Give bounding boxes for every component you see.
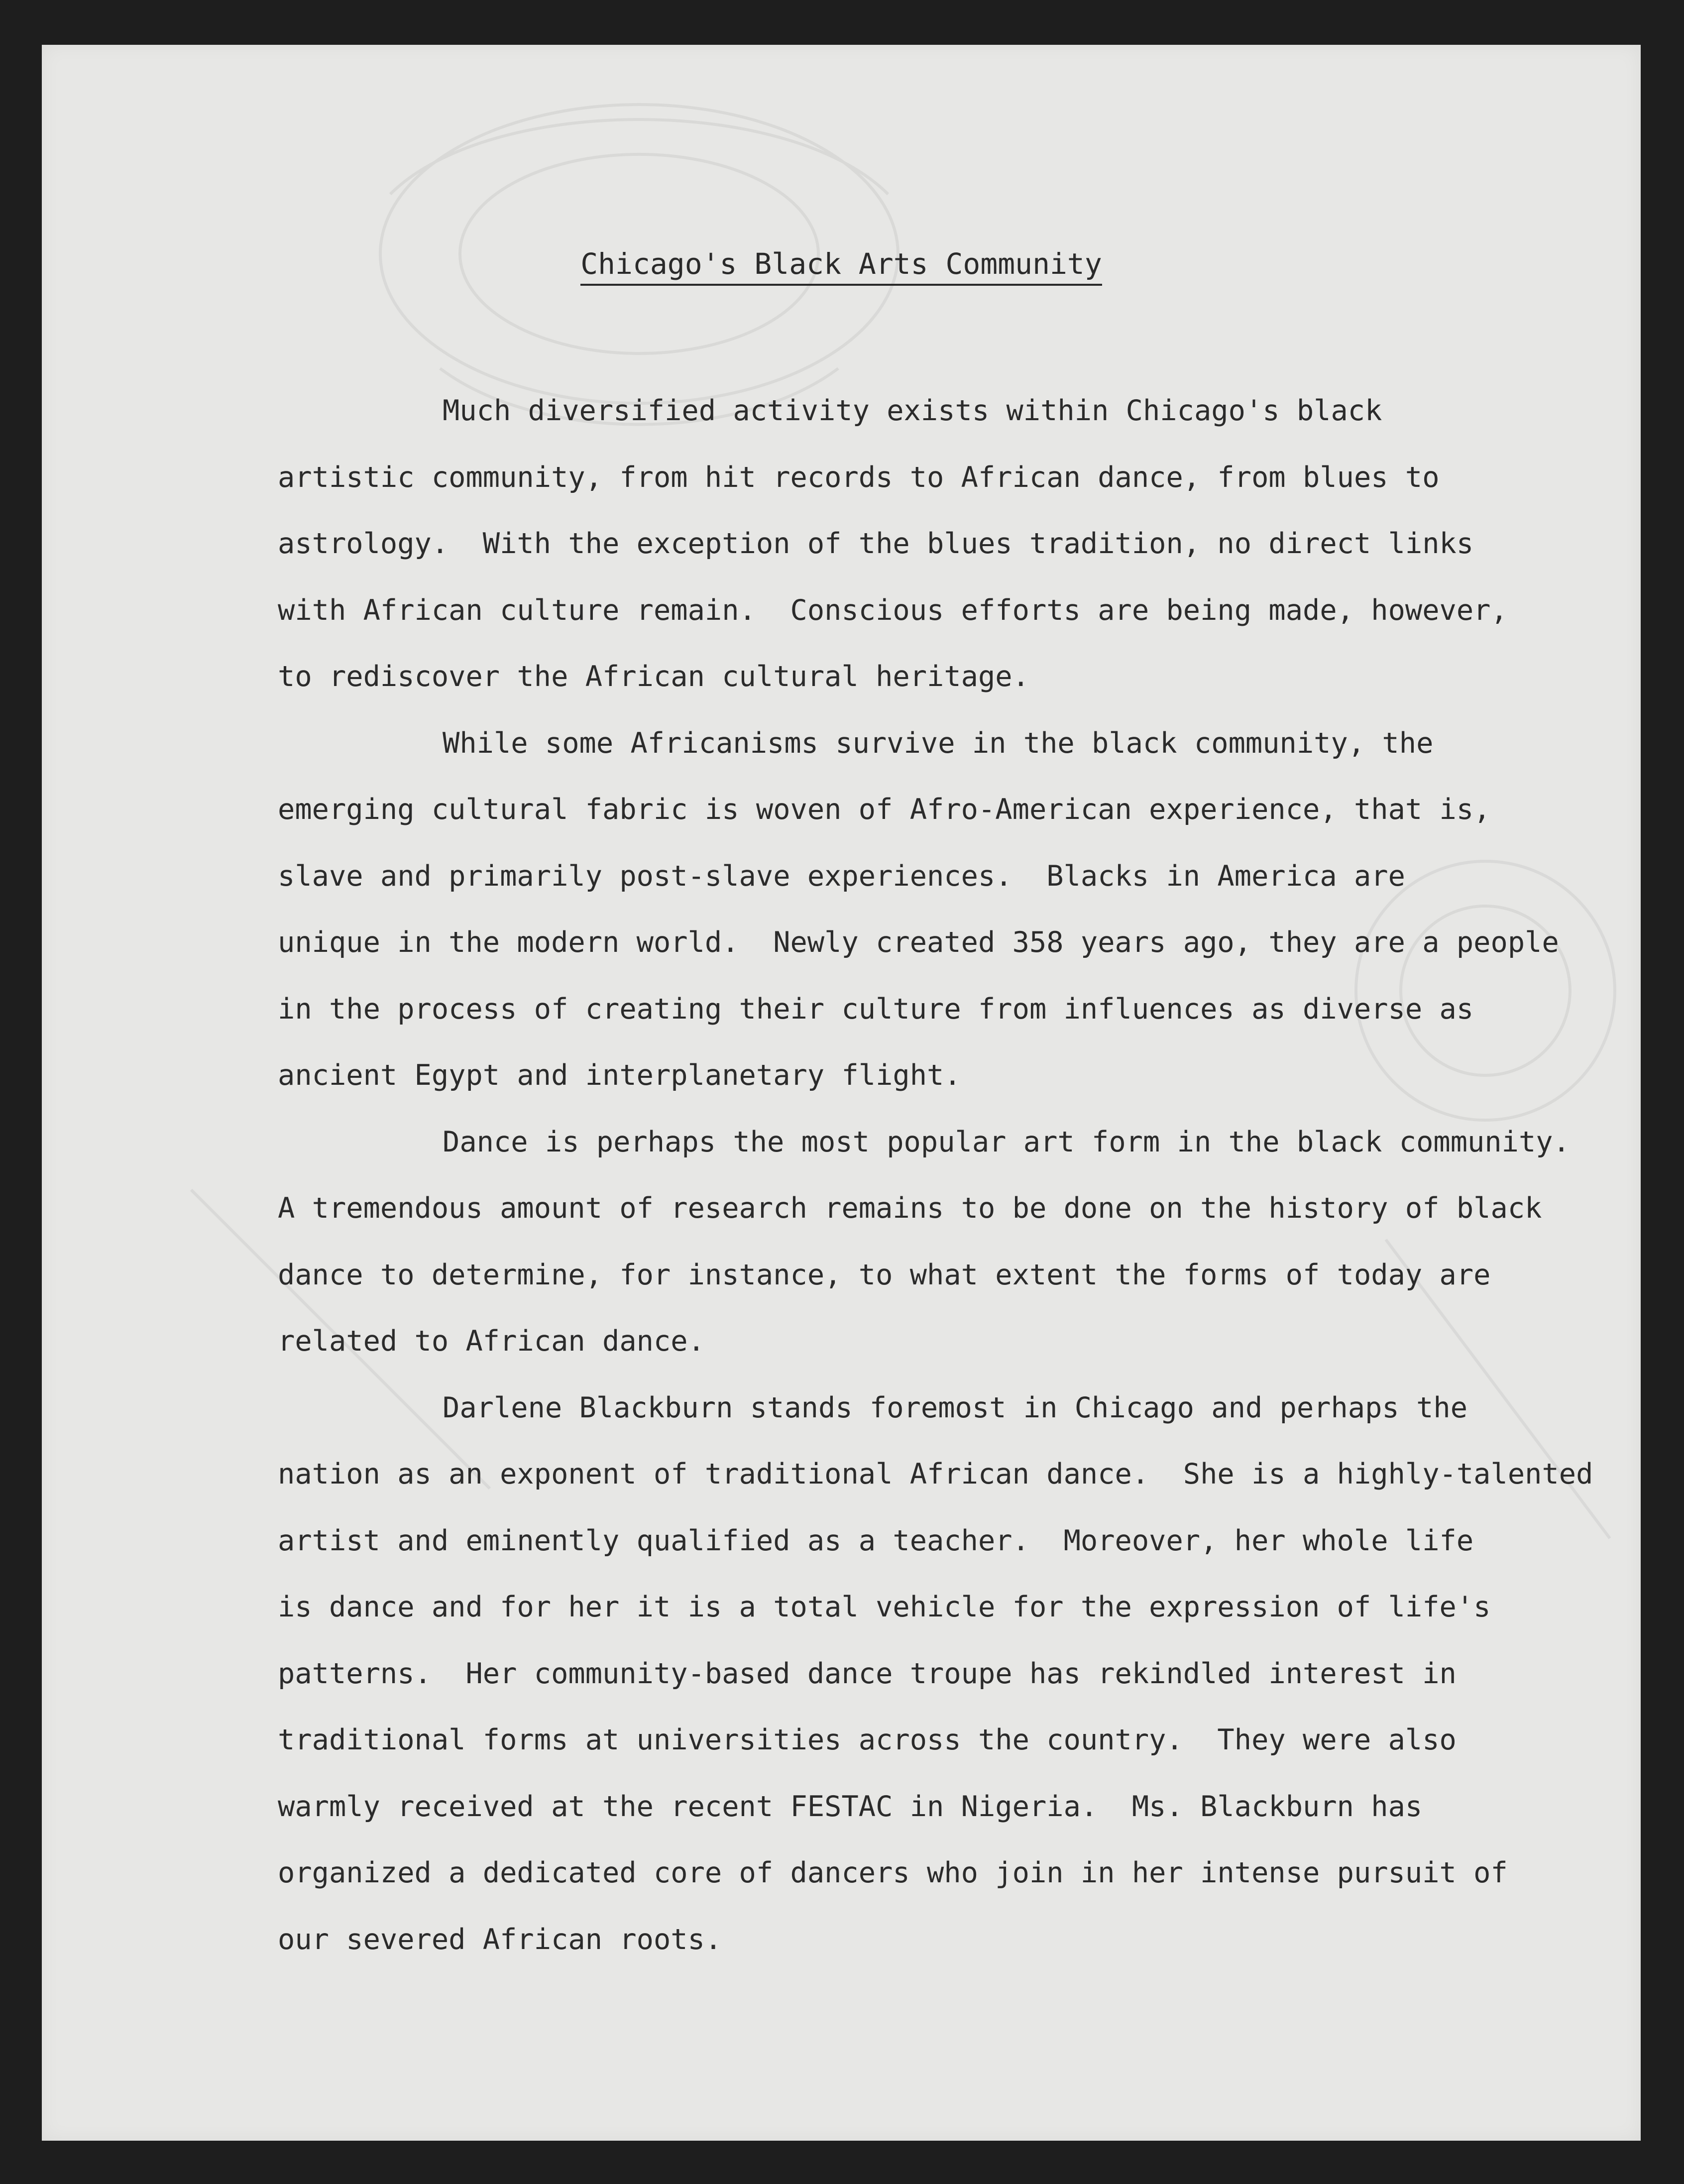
text-line: warmly received at the recent FESTAC in Nigeria. Ms. Blackburn has <box>278 1790 1423 1823</box>
text-line: Much diversified activity exists within Chicago's black <box>443 394 1382 427</box>
text-line: our severed African roots. <box>278 1923 722 1956</box>
text-line: to rediscover the African cultural heritage. <box>278 660 1029 693</box>
text-line: While some Africanisms survive in the black community, the <box>443 726 1434 760</box>
text-line: is dance and for her it is a total vehicle for the expression of life's <box>278 1591 1491 1623</box>
text-line: patterns. Her community-based dance troupe has rekindled interest in <box>278 1657 1457 1690</box>
text-line: slave and primarily post-slave experiences. Blacks in America are <box>278 859 1405 893</box>
text-line: with African culture remain. Conscious efforts are being made, however, <box>278 593 1508 627</box>
text-line: Dance is perhaps the most popular art form in the black community. <box>443 1125 1570 1158</box>
document-page <box>42 45 1641 2141</box>
text-line: ancient Egypt and interplanetary flight. <box>278 1059 961 1092</box>
text-line: artistic community, from hit records to African dance, from blues to <box>278 460 1440 494</box>
text-line: related to African dance. <box>278 1325 705 1358</box>
text-line: astrology. With the exception of the blues tradition, no direct links <box>278 527 1474 560</box>
text-line: Darlene Blackburn stands foremost in Chicago and perhaps the <box>443 1391 1468 1424</box>
text-line: A tremendous amount of research remains to be done on the history of black <box>278 1192 1542 1225</box>
text-line: emerging cultural fabric is woven of Afro-American experience, that is, <box>278 793 1491 826</box>
document-title <box>42 247 1641 281</box>
text-line: unique in the modern world. Newly created 358 years ago, they are a people <box>278 926 1559 959</box>
text-line: dance to determine, for instance, to what extent the forms of today are <box>278 1258 1491 1291</box>
text-line: in the process of creating their culture from influences as diverse as <box>278 992 1474 1026</box>
document-title-text: Chicago's Black Arts Community <box>580 247 1102 286</box>
text-line: artist and eminently qualified as a teacher. Moreover, her whole life <box>278 1524 1474 1557</box>
text-line: nation as an exponent of traditional African dance. She is a highly-talented <box>278 1458 1593 1491</box>
text-line: organized a dedicated core of dancers who join in her intense pursuit of <box>278 1856 1508 1889</box>
document-body <box>278 393 1612 1988</box>
text-line: traditional forms at universities across the country. They were also <box>278 1724 1457 1756</box>
